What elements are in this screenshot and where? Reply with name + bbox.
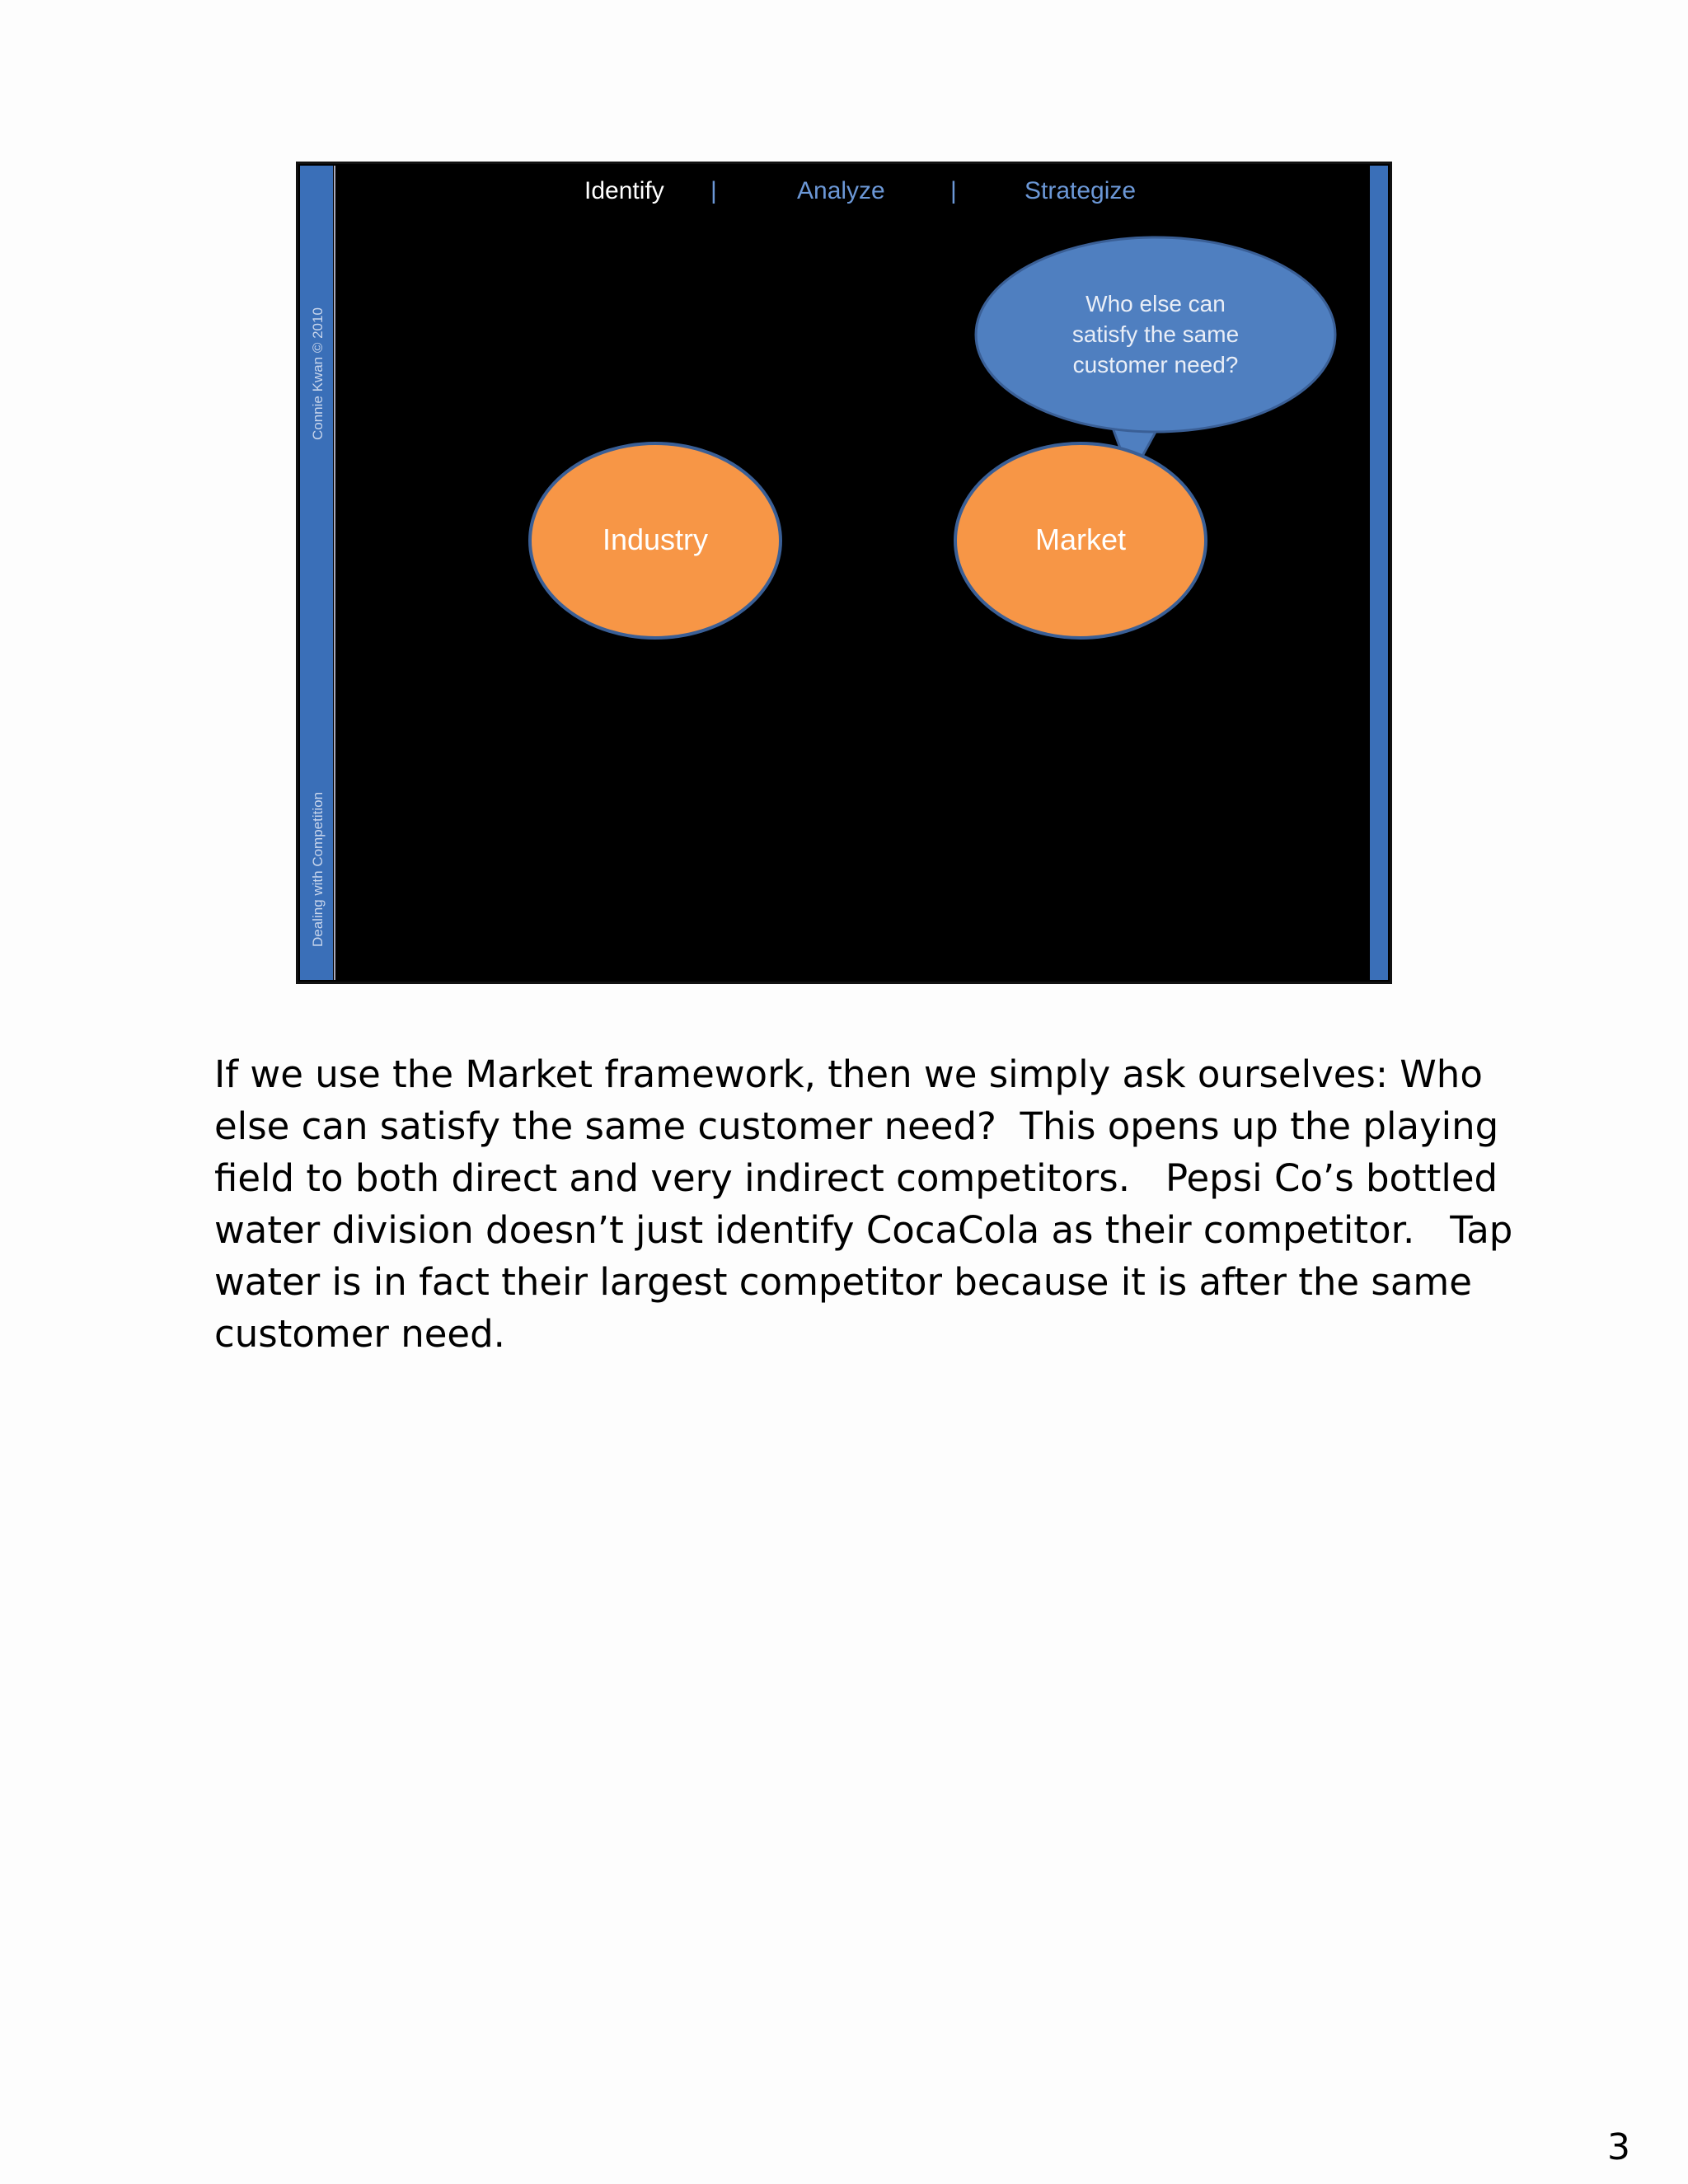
nav-identify: Identify bbox=[584, 177, 664, 204]
notes-line: customer need. bbox=[214, 1312, 505, 1356]
nav-separator-1: | bbox=[710, 177, 717, 204]
bubble-line-3: customer need? bbox=[1072, 352, 1239, 377]
slide bbox=[296, 162, 1392, 984]
notes-line: field to both direct and very indirect competitors. Pepsi Co’s bottled bbox=[214, 1156, 1498, 1200]
nav-separator-2: | bbox=[950, 177, 957, 204]
page-number: 3 bbox=[1607, 2126, 1630, 2168]
bubble-line-1: Who else can bbox=[1085, 291, 1226, 316]
speech-bubble bbox=[976, 237, 1335, 477]
notes-line: water division doesn’t just identify CocaCola as their competitor. Tap bbox=[214, 1208, 1513, 1252]
industry-circle bbox=[530, 443, 781, 638]
notes-line: water is in fact their largest competitor because it is after the same bbox=[214, 1260, 1472, 1304]
nav-analyze: Analyze bbox=[797, 177, 885, 204]
industry-label: Industry bbox=[602, 523, 709, 556]
slide-canvas bbox=[298, 164, 1390, 982]
right-side-bar bbox=[1370, 166, 1388, 980]
market-label: Market bbox=[1034, 523, 1127, 556]
nav-strategize: Strategize bbox=[1025, 177, 1137, 204]
side-author-label: Connie Kwan © 2010 bbox=[310, 307, 326, 440]
bubble-line-2: satisfy the same bbox=[1071, 321, 1240, 347]
speaker-notes bbox=[214, 1048, 1513, 1360]
side-title-label: Dealing with Competition bbox=[310, 791, 326, 947]
notes-line: If we use the Market framework, then we simply ask ourselves: Who bbox=[214, 1052, 1483, 1096]
notes-line: else can satisfy the same customer need? This opens up the playing bbox=[214, 1104, 1499, 1148]
market-circle bbox=[955, 443, 1206, 638]
